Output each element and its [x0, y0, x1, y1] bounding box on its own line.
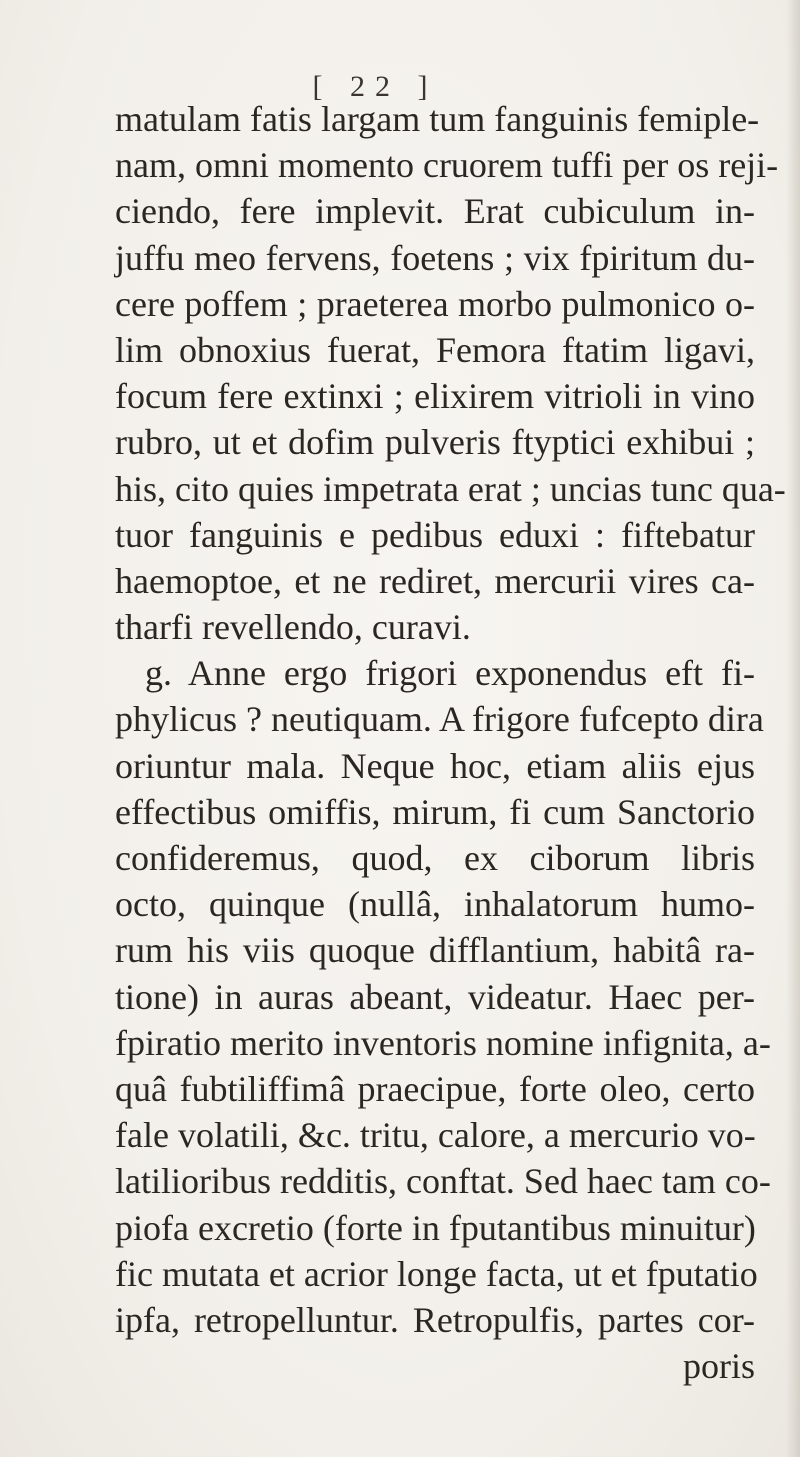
text-line: piofa excretio (forte in fputantibus minuitur)	[115, 1207, 756, 1248]
text-line: focum fere extinxi ; elixirem vitrioli in vino	[115, 376, 755, 417]
text-line: rubro, ut et dofim pulveris ftyptici exhibui ;	[115, 422, 755, 463]
catchword: poris	[683, 1346, 755, 1387]
text-line: fpiratio merito inventoris nomine infignita, a-	[115, 1022, 771, 1063]
text-line: quâ fubtiliffimâ praecipue, forte oleo, certo	[115, 1068, 755, 1109]
text-line: effectibus omiffis, mirum, fi cum Sanctorio	[115, 791, 755, 832]
text-line: fic mutata et acrior longe facta, ut et fputatio	[115, 1253, 758, 1294]
text-line: juffu meo fervens, foetens ; vix fpiritum du-	[115, 237, 755, 278]
text-line: rum his viis quoque difflantium, habitâ ra-	[115, 930, 755, 971]
text-line: ciendo, fere implevit. Erat cubiculum in-	[115, 191, 755, 232]
text-line: g. Anne ergo frigori exponendus eft fi-	[145, 653, 755, 694]
page-number: [ 22 ]	[312, 70, 438, 103]
text-line: tuor fanguinis e pedibus eduxi : fiftebatur	[115, 514, 755, 555]
text-line: phylicus ? neutiquam. A frigore fufcepto dira	[115, 699, 764, 740]
text-line: latilioribus redditis, conftat. Sed haec tam co-	[115, 1161, 771, 1202]
text-line: his, cito quies impetrata erat ; uncias tunc qua-	[115, 468, 786, 509]
text-line: ipfa, retropelluntur. Retropulfis, partes cor-	[115, 1299, 755, 1340]
text-line: oriuntur mala. Neque hoc, etiam aliis ejus	[115, 745, 755, 786]
page-edge-shadow	[786, 0, 800, 1457]
text-line: lim obnoxius fuerat, Femora ftatim ligavi,	[115, 329, 755, 370]
text-line: fale volatili, &c. tritu, calore, a mercurio vo-	[115, 1115, 756, 1156]
text-line: confideremus, quod, ex ciborum libris	[115, 838, 755, 878]
body-text	[115, 96, 786, 1389]
text-line: haemoptoe, et ne rediret, mercurii vires ca-	[115, 560, 755, 601]
text-line: octo, quinque (nullâ, inhalatorum humo-	[115, 884, 755, 925]
text-line: matulam fatis largam tum fanguinis femiple-	[115, 99, 760, 139]
text-line: cere poffem ; praeterea morbo pulmonico o-	[115, 283, 755, 324]
text-line: tharfi revellendo, curavi.	[115, 607, 471, 648]
text-line: tione) in auras abeant, videatur. Haec per-	[115, 976, 755, 1017]
text-line: nam, omni momento cruorem tuffi per os reji-	[115, 145, 779, 186]
